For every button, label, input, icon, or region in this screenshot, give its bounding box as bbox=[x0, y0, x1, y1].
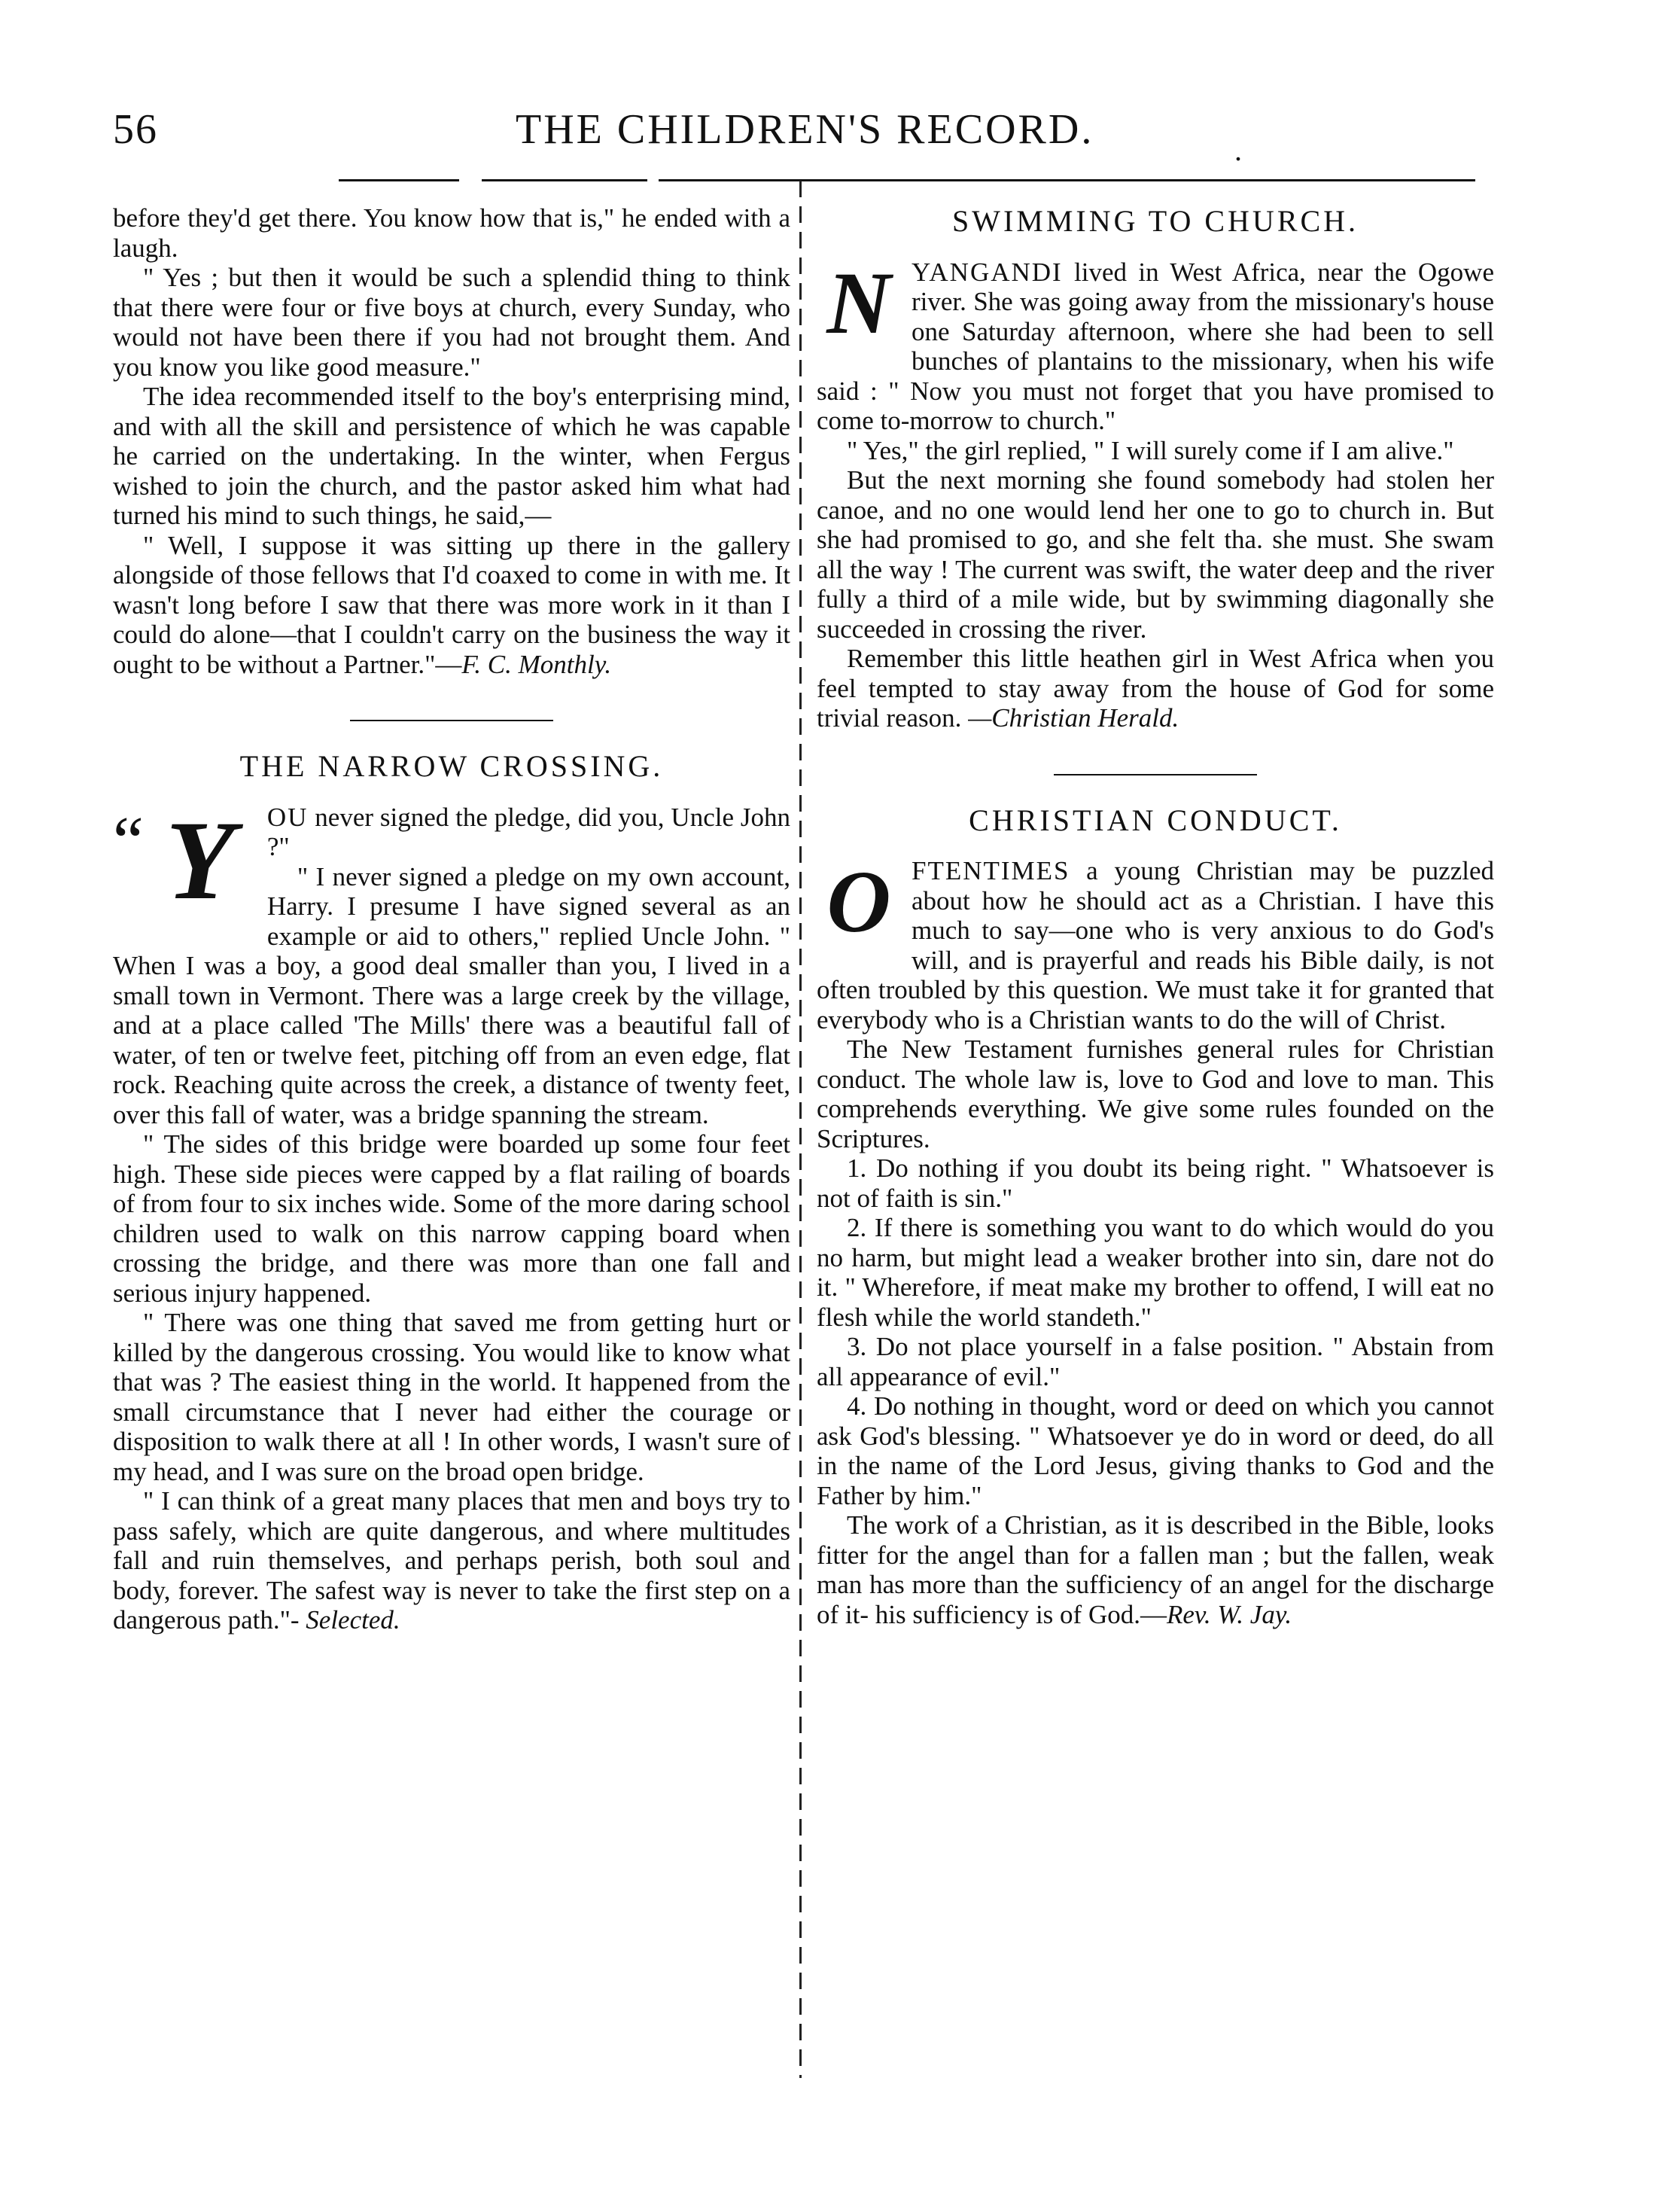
conduct-paragraph: 4. Do nothing in thought, word or deed on which you cannot ask God's blessing. " Whatsoever ye do in word or deed, do all in the name of the Lord Jesus, giving thanks to God and the Father by him." bbox=[817, 1391, 1494, 1510]
section-separator bbox=[350, 720, 553, 721]
open-quote-ornament: “ bbox=[113, 802, 144, 879]
lead-text: lived in West Africa, near the Ogowe river. She was going away from the missionary's house one Saturday afternoon, where she had been to sell bunches of plantains to the missionary, when his wife said : " Now you must not forget that you have promised to come to-morrow to church." bbox=[817, 257, 1494, 435]
page-number: 56 bbox=[113, 106, 158, 153]
header-dot: . bbox=[1234, 133, 1242, 167]
continued-paragraph: The idea recommended itself to the boy's enterprising mind, and with all the skill and persistence of which he was capable he carried on the undertaking. In the winter, when Fergus wished to join the church, and the pastor asked him what had turned his mind to such things, he said,— bbox=[113, 382, 790, 530]
continued-attribution: F. C. Monthly. bbox=[461, 649, 612, 679]
swimming-paragraph: " Yes," the girl replied, " I will surely come if I am alive." bbox=[847, 435, 1454, 465]
header-rule-left bbox=[482, 179, 647, 181]
running-title: THE CHILDREN'S RECORD. bbox=[516, 106, 1094, 153]
conduct-paragraph bbox=[817, 1510, 1494, 1629]
dropcap-y: Y bbox=[166, 797, 235, 923]
narrow-crossing-paragraph: " There was one thing that saved me from getting hurt or killed by the dangerous crossing. You would like to know what that was ? The easiest thing in the world. It happened from the small circumstance that I never had either the courage or disposition to walk there at all ! In other words, I wasn't sure of my head, and I was sure on the broad open bridge. bbox=[113, 1308, 790, 1486]
narrow-crossing-paragraph: " I never signed a pledge on my own account, Harry. I presume I have signed several as an example or aid to others," replied Uncle John. " When I was a boy, a good deal smaller than you, I lived in a small town in Vermont. There was a large creek by the village, and at a place called 'The Mills' there was a beautiful fall of water, of ten or twelve feet, pitching off from an even edge, flat rock. Reaching quite across the creek, a distance of twenty feet, over this fall of water, was a bridge spanning the stream. bbox=[113, 861, 790, 1129]
dropcap-n: N bbox=[826, 253, 891, 352]
conduct-paragraph: The New Testament furnishes general rules for Christian conduct. The whole law is, love to God and love to man. This comprehends everything. We give some rules founded on the Scriptures. bbox=[817, 1034, 1494, 1153]
narrow-crossing-paragraph bbox=[113, 1486, 790, 1635]
conduct-attribution: Rev. W. Jay. bbox=[1166, 1599, 1292, 1629]
lead-text: never signed the pledge, did you, Uncle John ?" bbox=[266, 802, 790, 861]
dropcap-o: O bbox=[826, 852, 891, 951]
left-column bbox=[113, 203, 790, 1635]
conduct-paragraph: 3. Do not place yourself in a false position. " Abstain from all appearance of evil." bbox=[817, 1332, 1494, 1391]
page-header bbox=[113, 105, 1490, 173]
lead-caps: OU bbox=[266, 802, 309, 832]
section-separator bbox=[1054, 774, 1257, 775]
conduct-paragraph: 1. Do nothing if you doubt its being right. " Whatsoever is not of faith is sin." bbox=[817, 1153, 1494, 1213]
section-title-swimming: SWIMMING TO CHURCH. bbox=[951, 204, 1359, 238]
narrow-crossing-paragraph: " The sides of this bridge were boarded up some four feet high. These side pieces were capped by a flat railing of boards of from four to six inches wide. Some of the more daring school children used to walk on this narrow capping board when crossing the bridge, and there was more than one fall and serious injury happened. bbox=[113, 1129, 790, 1308]
conduct-paragraph: 2. If there is something you want to do which would do you no harm, but might lead a weaker brother into sin, dare not do it. " Wherefore, if meat make my brother to offend, I will eat no flesh while the world standeth." bbox=[817, 1213, 1494, 1332]
conduct-lead bbox=[817, 852, 1494, 1034]
right-column bbox=[817, 203, 1494, 1629]
lead-text: a young Christian may be puzzled about how he should act as a Christian. I have this much to say—one who is very anxious to do God's will, and is prayerful and reads his Bible daily, is not often troubled by this question. We must take it for granted that everybody who is a Christian wants to do the will of Christ. bbox=[817, 856, 1494, 1034]
section-title-narrow-crossing: THE NARROW CROSSING. bbox=[239, 749, 664, 783]
column-divider bbox=[799, 181, 802, 2078]
continued-paragraph: " Yes ; but then it would be such a splendid thing to think that there were four or five boys at church, every Sunday, who would not have been there if you had not brought them. And you know you like good measure." bbox=[113, 263, 790, 382]
header-rule-short bbox=[339, 179, 459, 181]
conduct-text: The work of a Christian, as it is described in the Bible, looks fitter for the angel than for a fallen man ; but the fallen, weak man has more than the sufficiency of an angel for the discharge of it- his sufficiency is of God.— bbox=[817, 1510, 1494, 1629]
narrow-crossing-lead bbox=[113, 797, 790, 923]
swimming-text: Remember this little heathen girl in West Africa when you feel tempted to stay away from the house of God for some trivial reason. bbox=[817, 644, 1494, 733]
swimming-paragraph: But the next morning she found somebody had stolen her canoe, and no one would lend her one to go to church in. But she had promised to go, and she felt tha. she must. She swam all the way ! The current was swift, the water deep and the river fully a third of a mile wide, but by swimming diagonally she succeeded in crossing the river. bbox=[817, 465, 1494, 644]
lead-caps: FTENTIMES bbox=[912, 856, 1070, 885]
narrow-crossing-attribution: Selected. bbox=[306, 1605, 400, 1635]
lead-caps: YANGANDI bbox=[912, 257, 1063, 287]
header-rule-right bbox=[659, 179, 1475, 181]
swimming-lead bbox=[817, 253, 1494, 436]
continued-paragraph bbox=[113, 531, 790, 680]
section-title-conduct: CHRISTIAN CONDUCT. bbox=[969, 803, 1342, 837]
swimming-paragraph bbox=[817, 644, 1494, 733]
continued-text: " Well, I suppose it was sitting up there in the gallery alongside of those fellows that I'd coaxed to come in with me. It wasn't long before I saw that there was more work in it than I could do alone—that I couldn't carry on the business the way it ought to be without a Partner."— bbox=[113, 530, 790, 679]
continued-paragraph: before they'd get there. You know how that is," he ended with a laugh. bbox=[113, 203, 790, 263]
narrow-crossing-text: " I can think of a great many places that men and boys try to pass safely, which are quite dangerous, and where multitudes fall and ruin themselves, and perhaps perish, both soul and body, forever. The safest way is never to take the first step on a dangerous path."- bbox=[113, 1486, 790, 1635]
swimming-attribution: —Christian Herald. bbox=[968, 703, 1179, 733]
